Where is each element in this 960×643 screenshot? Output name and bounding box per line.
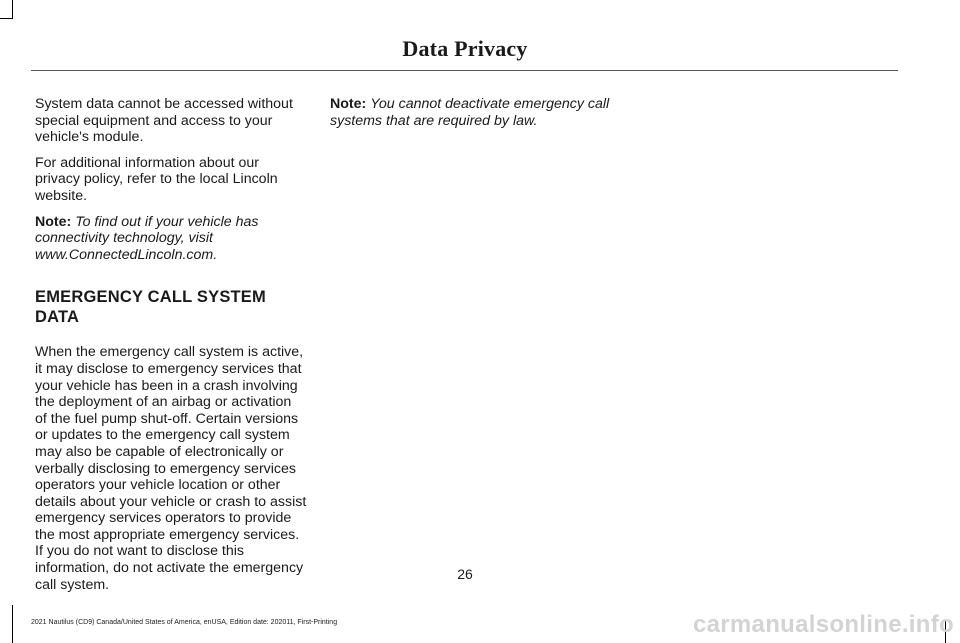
crop-mark-bottom-left-vertical xyxy=(12,605,13,643)
title-divider xyxy=(31,70,898,71)
left-column xyxy=(35,96,307,602)
page-title: Data Privacy xyxy=(402,36,528,61)
section-heading: EMERGENCY CALL SYSTEM DATA xyxy=(35,288,266,327)
crop-mark-top-left-horizontal xyxy=(0,18,13,19)
page-number: 26 xyxy=(457,566,473,582)
watermark: carmanualsonline.info xyxy=(692,611,954,638)
paragraph-emergency-call: When the emergency call system is active, it may disclose to emergency services that your vehicle has been in a crash involving the deployment of an airbag or activation of the fuel pump shut-off. Certain versions or updates to the emergency call system may also be capable of electronically or verbally disclosing to emergency services operators your vehicle location or other details about your vehicle or crash to assist emergency services operators to provide the most appropriate emergency services. If you do not want to disclose this information, do not activate the emergency call system. xyxy=(35,344,307,593)
note-connectivity xyxy=(35,214,307,264)
crop-mark-top-left-vertical xyxy=(12,0,13,18)
note-deactivate xyxy=(330,96,610,129)
right-column xyxy=(330,96,610,138)
note-text: To find out if your vehicle has connectivity technology, visit www.ConnectedLincoln.com. xyxy=(35,213,259,263)
note-label: Note: xyxy=(330,96,367,112)
paragraph-privacy-policy: For additional information about our privacy policy, refer to the local Lincoln website. xyxy=(35,154,278,204)
note-label: Note: xyxy=(35,213,72,230)
paragraph-system-data: System data cannot be accessed without special equipment and access to your vehicle's module. xyxy=(35,96,293,146)
edition-footer: 2021 Nautilus (CD9) Canada/United States of America, enUSA, Edition date: 202011, First-Printing xyxy=(31,619,338,626)
note-text: You cannot deactivate emergency call systems that are required by law. xyxy=(330,96,610,129)
